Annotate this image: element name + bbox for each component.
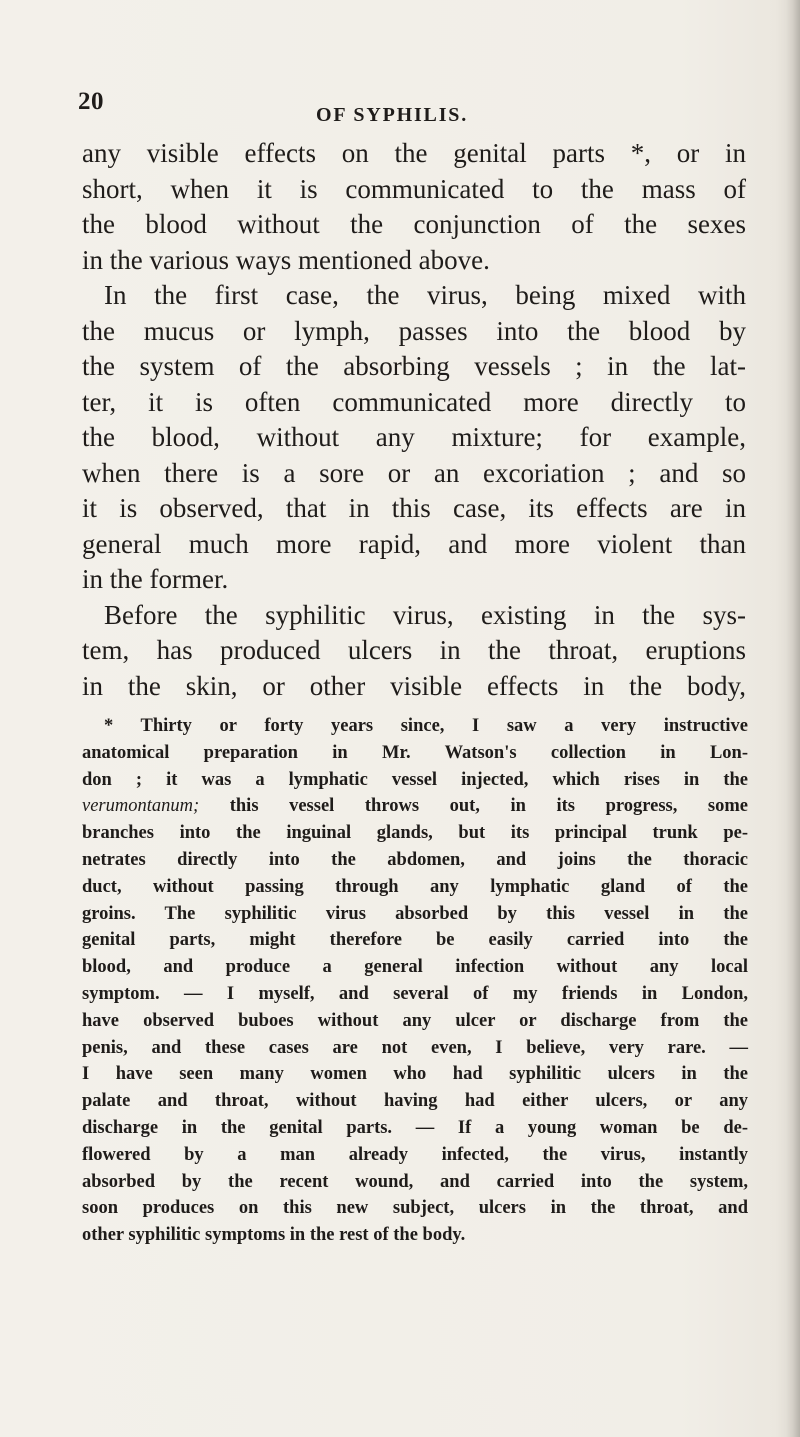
footnote (82, 713, 748, 1249)
text-line: in the various ways mentioned above. (82, 244, 490, 275)
footnote-line: anatomical preparation in Mr. Watson's collection in Lon- (82, 742, 748, 763)
footnote-line: branches into the inguinal glands, but its principal trunk pe- (82, 823, 748, 844)
footnote-italic-term: verumontanum; (82, 796, 200, 817)
footnote-line: duct, without passing through any lymphatic gland of the (82, 876, 748, 897)
footnote-line: palate and throat, without having had either ulcers, or any (82, 1091, 748, 1112)
text-line: tem, has produced ulcers in the throat, eruptions (82, 635, 746, 665)
text-line: the blood, without any mixture; for example, (82, 422, 746, 452)
text-line: any visible effects on the genital parts *, or in (82, 138, 746, 168)
footnote-line: groins. The syphilitic virus absorbed by this vessel in the (82, 903, 748, 924)
text-line: the system of the absorbing vessels ; in the lat- (82, 351, 746, 381)
text-line: ter, it is often communicated more directly to (82, 386, 746, 417)
footnote-line: flowered by a man already infected, the virus, instantly (82, 1144, 748, 1165)
footnote-line: blood, and produce a general infection without any local (82, 957, 748, 978)
footnote-line-text: this vessel throws out, in its progress, some (229, 796, 748, 817)
text-line: short, when it is communicated to the mass of (82, 173, 746, 204)
footnote-line: discharge in the genital parts. — If a young woman be de- (82, 1117, 748, 1138)
footnote-line (82, 793, 748, 820)
text-line: in the skin, or other visible effects in the body, (82, 670, 746, 701)
footnote-line: * Thirty or forty years since, I saw a very instructive (104, 716, 748, 736)
text-line: when there is a sore or an excoriation ; and so (82, 457, 746, 488)
footnote-line: soon produces on this new subject, ulcers in the throat, and (82, 1198, 748, 1219)
text-line: In the first case, the virus, being mixed with (104, 280, 746, 310)
text-line: in the former. (82, 564, 229, 594)
footnote-line: have observed buboes without any ulcer or discharge from the (82, 1010, 748, 1031)
running-head: OF SYPHILIS. (316, 104, 469, 126)
text-line: general much more rapid, and more violent than (82, 528, 746, 559)
text-line: the mucus or lymph, passes into the blood by (82, 315, 746, 346)
text-line: Before the syphilitic virus, existing in the sys- (104, 599, 746, 630)
footnote-line: penis, and these cases are not even, I believe, very rare. — (82, 1037, 748, 1058)
footnote-line: other syphilitic symptoms in the rest of the body. (82, 1225, 466, 1246)
footnote-line: don ; it was a lymphatic vessel injected, which rises in the (82, 769, 748, 790)
footnote-line: absorbed by the recent wound, and carried into the system, (82, 1171, 748, 1192)
footnote-line: symptom. — I myself, and several of my friends in London, (82, 983, 748, 1004)
page-edge-shadow (786, 0, 800, 1437)
page-number: 20 (78, 88, 104, 115)
main-text (82, 136, 746, 704)
footnote-line: genital parts, might therefore be easily carried into the (82, 930, 748, 951)
footnote-line: I have seen many women who had syphilitic ulcers in the (82, 1064, 748, 1085)
text-line: it is observed, that in this case, its effects are in (82, 493, 746, 523)
footnote-line: netrates directly into the abdomen, and joins the thoracic (82, 849, 748, 870)
text-line: the blood without the conjunction of the sexes (82, 209, 746, 239)
page-header (78, 88, 748, 128)
